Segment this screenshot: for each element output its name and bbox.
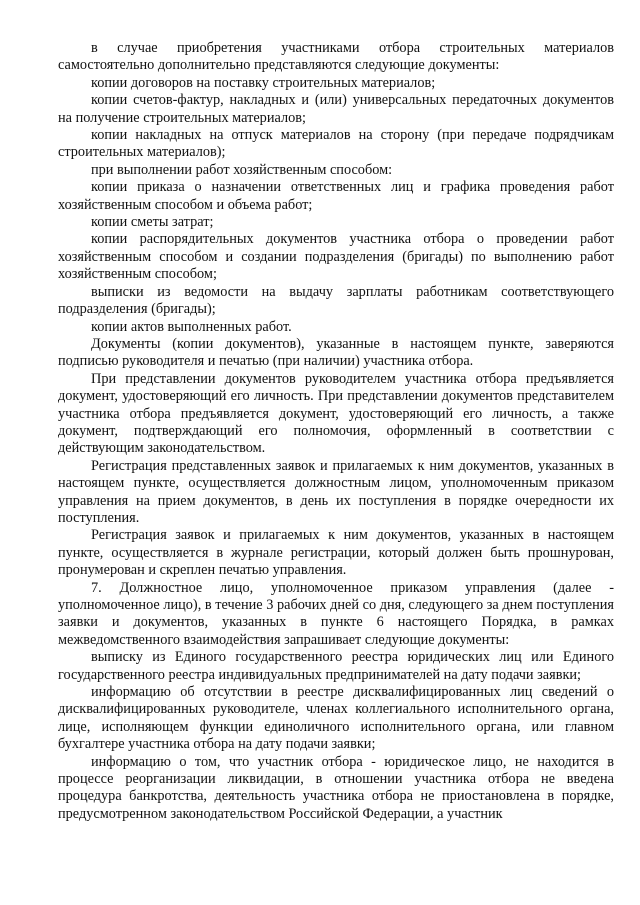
paragraph: При представлении документов руководителем участника отбора предъявляется документ, удостоверяющий его личность. При представлении документов представителем участника отбора предъявляется документ, удостоверяющий его личность, а также документ, подтверждающий его полномочия, оформленный в соответствии с действующим законодательством. [58,370,614,457]
paragraph: копии накладных на отпуск материалов на сторону (при передаче подрядчикам строительных материалов); [58,127,614,161]
paragraph: при выполнении работ хозяйственным способом: [91,161,393,178]
paragraph: выписки из ведомости на выдачу зарплаты работникам соответствующего подразделения (бригады); [58,283,614,318]
paragraph: в случае приобретения участниками отбора строительных материалов самостоятельно дополнительно представляются следующие документы: [58,40,614,74]
paragraph: копии договоров на поставку строительных материалов; [91,74,436,91]
paragraph: копии счетов-фактур, накладных и (или) универсальных передаточных документов на получение строительных материалов; [58,92,614,126]
paragraph: информацию о том, что участник отбора - юридическое лицо, не находится в процессе реорганизации ликвидации, в отношении участника отбора не введена процедура банкротства, деятельность участника отбора не приостановлена в порядке, предусмотренном законодательством Российской Федерации, а участник [58,753,614,822]
paragraph: выписку из Единого государственного реестра юридических лиц или Единого государственного реестра индивидуальных предпринимателей на дату подачи заявки; [58,649,614,683]
paragraph: копии приказа о назначении ответственных лиц и графика проведения работ хозяйственным способом и объема работ; [58,179,614,213]
paragraph: копии сметы затрат; [91,214,214,231]
paragraph: информацию об отсутствии в реестре дисквалифицированных лиц сведений о дисквалифицированных руководителе, членах коллегиального исполнительного органа, лице, исполняющем функции единоличного исполнительного органа, или главном бухгалтере участника отбора на дату подачи заявки; [58,684,614,753]
paragraph: копии распорядительных документов участника отбора о проведении работ хозяйственным способом и создании подразделения (бригады) по выполнению работ хозяйственным способом; [58,231,614,283]
document-page [58,40,614,823]
paragraph: 7. Должностное лицо, уполномоченное приказом управления (далее - уполномоченное лицо), в течение 3 рабочих дней со дня, следующего за днем поступления заявки и документов, указанных в пункте 6 настоящего Порядка, в рамках межведомственного взаимодействия запрашивает следующие документы: [58,579,614,648]
paragraph: Регистрация представленных заявок и прилагаемых к ним документов, указанных в настоящем пункте, осуществляется должностным лицом, уполномоченным приказом управления на прием документов, в день их поступления в порядке очередности их поступления. [58,457,614,526]
paragraph: Регистрация заявок и прилагаемых к ним документов, указанных в настоящем пункте, осуществляется в журнале регистрации, который должен быть прошнурован, пронумерован и скреплен печатью управления. [58,527,614,579]
paragraph: копии актов выполненных работ. [91,318,292,335]
paragraph: Документы (копии документов), указанные в настоящем пункте, заверяются подписью руководителя и печатью (при наличии) участника отбора. [58,335,614,370]
